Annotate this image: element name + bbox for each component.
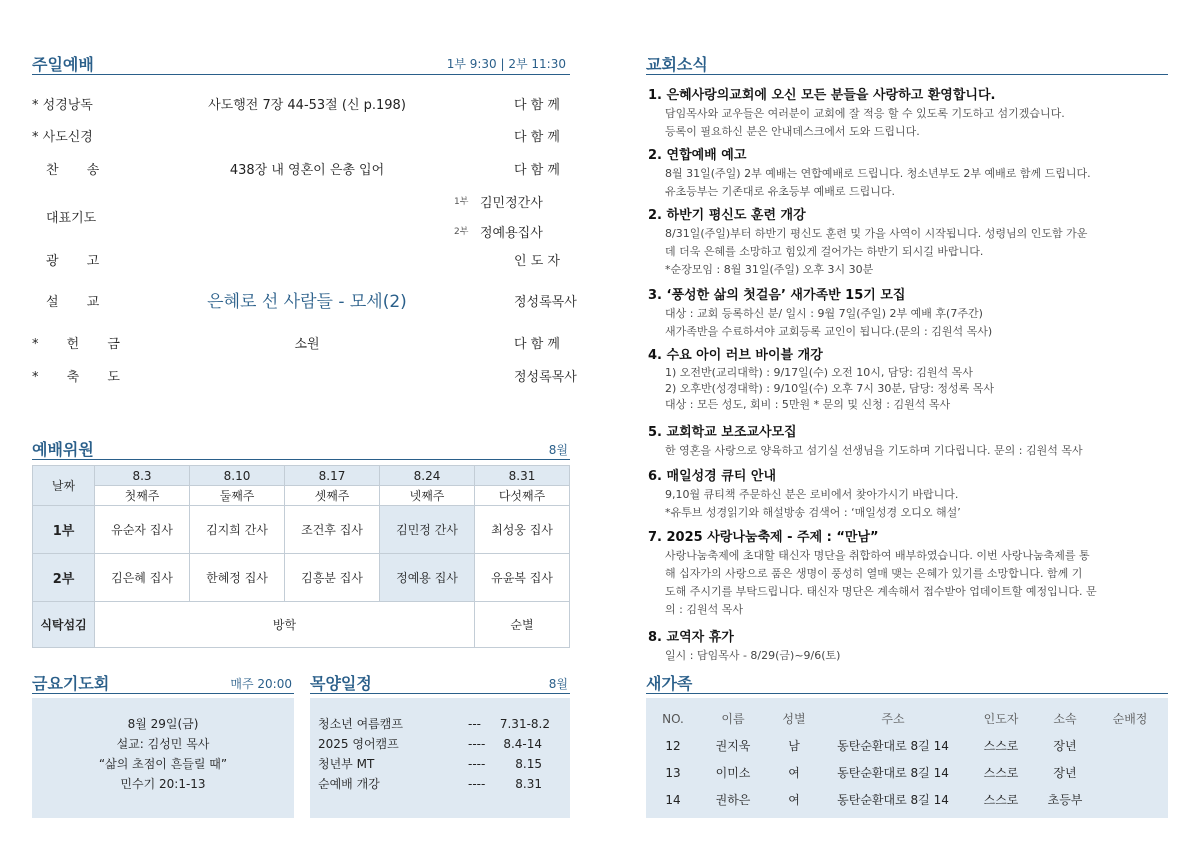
news-line: 2) 오후반(성경대학) : 9/10일(수) 오후 7시 30분, 담당: 정성록 목사 bbox=[665, 382, 995, 395]
news-line: 도해 주시기를 부탁드립니다. 태신자 명단은 계속해서 접수받아 업데이트할 예정입니다. 문 bbox=[665, 585, 1097, 598]
family-cell: 13 bbox=[665, 765, 681, 780]
friday-speaker: 설교: 김성민 목사 bbox=[116, 737, 210, 751]
schedule-date: 7.31-8.2 bbox=[499, 717, 550, 731]
schedule-dash: ---- bbox=[468, 757, 486, 771]
news-line: 사랑나눔축제에 초대할 태신자 명단을 취합하여 배부하였습니다. 이번 사랑나눔축제를 통 bbox=[665, 549, 1090, 562]
family-cell: 동탄순환대로 8길 14 bbox=[837, 766, 949, 780]
family-cell: 동탄순환대로 8길 14 bbox=[837, 793, 949, 807]
prayer-1: 김민정간사 bbox=[480, 196, 543, 211]
news-item bbox=[648, 421, 1168, 460]
news-line: 담임목사와 교우들은 여러분이 교회에 잘 적응 할 수 있도록 기도하고 섬기겠습니다. bbox=[665, 107, 1065, 120]
friday-topic: “삶의 초점이 흔들릴 때” bbox=[98, 757, 228, 771]
row-label: * 사도신경 bbox=[32, 130, 93, 145]
news-line: 일시 : 담임목사 - 8/29(금)~9/6(토) bbox=[665, 649, 841, 662]
row-who: 다 함 께 bbox=[514, 337, 560, 352]
duty-cell: 김흥분 집사 bbox=[285, 554, 380, 602]
news-item bbox=[648, 626, 1168, 665]
week-cell: 첫째주 bbox=[95, 486, 190, 506]
meal-cell: 방학 bbox=[95, 602, 475, 648]
row-label: * 성경낭독 bbox=[32, 98, 93, 113]
news-heading: 2. 하반기 평신도 훈련 개강 bbox=[648, 208, 806, 223]
pastoral-title: 목양일정 bbox=[310, 674, 372, 693]
news-line: 8/31일(주일)부터 하반기 평신도 훈련 및 가을 사역이 시작됩니다. 성령님의 인도함 가운 bbox=[665, 227, 1088, 240]
row-content: 438장 내 영혼이 은총 입어 bbox=[229, 163, 385, 178]
date-cell: 8.24 bbox=[380, 466, 475, 486]
schedule-item bbox=[318, 754, 558, 774]
news-line: 8월 31일(주일) 2부 예배는 연합예배로 드립니다. 청소년부도 2부 예배로 함께 드립니다. bbox=[665, 167, 1091, 180]
news-line: 9,10월 큐티책 주문하신 분은 로비에서 찾아가시기 바랍니다. bbox=[665, 488, 959, 501]
news-heading: 7. 2025 사랑나눔축제 - 주제 : “만남” bbox=[648, 530, 879, 545]
family-cell: 동탄순환대로 8길 14 bbox=[837, 739, 949, 753]
duty-cell: 정예용 집사 bbox=[380, 554, 475, 602]
news-item bbox=[648, 204, 1168, 279]
worship-row bbox=[32, 366, 577, 388]
prayer-2: 정예용집사 bbox=[480, 226, 543, 241]
duty-month: 8월 bbox=[548, 443, 568, 457]
family-header: 소속 bbox=[1053, 712, 1077, 726]
news-title: 교회소식 bbox=[646, 55, 708, 74]
news-line: *순장모임 : 8월 31일(주일) 오후 3시 30분 bbox=[665, 263, 874, 276]
week-cell: 셋째주 bbox=[285, 486, 380, 506]
row-label: 설 교 bbox=[46, 295, 100, 310]
row-content: 사도행전 7장 44-53절 (신 p.198) bbox=[208, 98, 406, 113]
news-item bbox=[648, 465, 1168, 522]
news-heading: 6. 매일성경 큐티 안내 bbox=[648, 469, 777, 484]
divider bbox=[32, 693, 294, 694]
schedule-name: 청년부 MT bbox=[318, 757, 375, 771]
family-cell: 권하은 bbox=[715, 793, 751, 807]
week-cell: 다섯째주 bbox=[475, 486, 570, 506]
row-label: 광 고 bbox=[46, 254, 100, 269]
family-row bbox=[648, 732, 1166, 759]
row-who: 다 함 께 bbox=[514, 163, 560, 178]
family-cell bbox=[1094, 759, 1166, 786]
family-cell: 권지욱 bbox=[715, 739, 751, 753]
service-1-tag: 1부 bbox=[454, 197, 469, 207]
news-line: 등록이 필요하신 분은 안내데스크에서 도와 드립니다. bbox=[665, 125, 920, 138]
row-label: * 축 도 bbox=[32, 370, 120, 385]
friday-time: 매주 20:00 bbox=[230, 677, 292, 691]
schedule-item bbox=[318, 774, 558, 794]
news-line: 대상 : 모든 성도, 회비 : 5만원 * 문의 및 신청 : 김원석 목사 bbox=[665, 398, 951, 411]
duty-cell: 김지희 간사 bbox=[190, 506, 285, 554]
pastoral-month: 8월 bbox=[548, 677, 568, 691]
news-line: 의 : 김원석 목사 bbox=[665, 603, 743, 616]
row-who: 정성록목사 bbox=[514, 370, 577, 385]
family-cell bbox=[1094, 732, 1166, 759]
news-item bbox=[648, 84, 1168, 141]
news-line: 유초등부는 기존대로 유초등부 예배로 드립니다. bbox=[665, 185, 896, 198]
divider bbox=[32, 74, 570, 75]
row-who: 정성록목사 bbox=[514, 295, 577, 310]
news-item bbox=[648, 344, 1168, 413]
row-who: 다 함 께 bbox=[514, 130, 560, 145]
row-label: * 헌 금 bbox=[32, 337, 120, 352]
worship-times: 1부 9:30 | 2부 11:30 bbox=[446, 57, 566, 71]
news-heading: 2. 연합예배 예고 bbox=[648, 148, 747, 163]
family-cell: 12 bbox=[665, 738, 681, 753]
divider bbox=[310, 693, 570, 694]
family-header: 순배정 bbox=[1112, 712, 1148, 726]
schedule-item bbox=[318, 714, 558, 734]
family-header: 인도자 bbox=[983, 712, 1019, 726]
worship-row bbox=[32, 333, 568, 355]
family-cell: 장년 bbox=[1053, 739, 1077, 753]
family-cell: 여 bbox=[788, 766, 800, 780]
sermon-title: 은혜로 선 사람들 - 모세(2) bbox=[207, 292, 407, 312]
date-header: 날짜 bbox=[33, 466, 95, 506]
divider bbox=[32, 459, 570, 460]
duty-cell: 한혜정 집사 bbox=[190, 554, 285, 602]
worship-row bbox=[32, 250, 568, 272]
worship-row bbox=[32, 126, 568, 148]
news-heading: 8. 교역자 휴가 bbox=[648, 630, 734, 645]
duty-cell: 최성웅 집사 bbox=[475, 506, 570, 554]
date-cell: 8.10 bbox=[190, 466, 285, 486]
row-label: 대표기도 bbox=[46, 211, 97, 226]
duty-title: 예배위원 bbox=[32, 440, 94, 459]
family-row bbox=[648, 759, 1166, 786]
schedule-date: 8.4-14 bbox=[503, 737, 542, 751]
friday-box bbox=[32, 698, 294, 818]
family-cell: 스스로 bbox=[983, 766, 1019, 780]
duty-table bbox=[32, 465, 570, 648]
row-content: 소원 bbox=[294, 337, 320, 352]
duty-cell: 김민정 간사 bbox=[380, 506, 475, 554]
week-cell: 둘째주 bbox=[190, 486, 285, 506]
friday-text: 민수기 20:1-13 bbox=[120, 777, 206, 791]
row-label: 1부 bbox=[33, 506, 95, 554]
divider bbox=[646, 693, 1168, 694]
date-cell: 8.31 bbox=[475, 466, 570, 486]
worship-row-sermon bbox=[32, 289, 577, 315]
row-label: 2부 bbox=[33, 554, 95, 602]
row-who: 인 도 자 bbox=[514, 254, 560, 269]
family-cell: 장년 bbox=[1053, 766, 1077, 780]
family-cell: 남 bbox=[788, 739, 800, 753]
row-who: 다 함 께 bbox=[514, 98, 560, 113]
news-line: 한 영혼을 사랑으로 양육하고 섬기실 선생님을 기도하며 기다립니다. 문의 : 김원석 목사 bbox=[665, 444, 1083, 457]
news-line: 해 십자가의 사랑으로 품은 생명이 풍성히 열매 맺는 은혜가 있기를 소망합니다. 함께 기 bbox=[665, 567, 1083, 580]
news-heading: 3. ‘풍성한 삶의 첫걸음’ 새가족반 15기 모집 bbox=[648, 288, 906, 303]
family-cell: 이미소 bbox=[715, 766, 751, 780]
family-cell: 초등부 bbox=[1047, 793, 1083, 807]
news-item bbox=[648, 144, 1168, 201]
schedule-dash: ---- bbox=[468, 737, 486, 751]
meal-cell: 순별 bbox=[475, 602, 570, 648]
schedule-dash: --- bbox=[468, 717, 481, 731]
family-row bbox=[648, 786, 1166, 813]
family-cell bbox=[1094, 786, 1166, 813]
service-2-tag: 2부 bbox=[454, 227, 469, 237]
date-cell: 8.3 bbox=[95, 466, 190, 486]
divider bbox=[646, 74, 1168, 75]
news-heading: 5. 교회학교 보조교사모집 bbox=[648, 425, 797, 440]
row-label: 찬 송 bbox=[46, 163, 100, 178]
worship-row bbox=[32, 159, 568, 181]
duty-cell: 유윤복 집사 bbox=[475, 554, 570, 602]
schedule-name: 순예배 개강 bbox=[318, 777, 380, 791]
news-line: *유투브 성경읽기와 해설방송 검색어 : ‘매일성경 오디오 해설’ bbox=[665, 506, 961, 519]
schedule-name: 2025 영어캠프 bbox=[318, 737, 399, 751]
worship-row bbox=[32, 94, 568, 116]
family-header: 주소 bbox=[881, 712, 905, 726]
news-item bbox=[648, 284, 1168, 341]
schedule-date: 8.15 bbox=[515, 757, 542, 771]
family-cell: 여 bbox=[788, 793, 800, 807]
friday-date: 8월 29일(금) bbox=[127, 717, 199, 731]
friday-title: 금요기도회 bbox=[32, 674, 110, 693]
duty-cell: 유순자 집사 bbox=[95, 506, 190, 554]
week-cell: 넷째주 bbox=[380, 486, 475, 506]
row-label: 식탁섬김 bbox=[33, 602, 95, 648]
schedule-date: 8.31 bbox=[515, 777, 542, 791]
family-cell: 스스로 bbox=[983, 739, 1019, 753]
news-heading: 4. 수요 아이 러브 바이블 개강 bbox=[648, 348, 823, 363]
news-item bbox=[648, 526, 1168, 619]
family-title: 새가족 bbox=[646, 674, 693, 693]
news-line: 새가족반을 수료하셔야 교회등록 교인이 됩니다.(문의 : 김원석 목사) bbox=[665, 325, 993, 338]
schedule-name: 청소년 여름캠프 bbox=[318, 717, 403, 731]
news-line: 데 더욱 은혜를 소망하고 힘있게 걸어가는 하반기 되시길 바랍니다. bbox=[665, 245, 984, 258]
family-cell: 스스로 bbox=[983, 793, 1019, 807]
family-header: 성별 bbox=[782, 712, 806, 726]
schedule-dash: ---- bbox=[468, 777, 486, 791]
news-line: 1) 오전반(교리대학) : 9/17일(수) 오전 10시, 담당: 김원석 목사 bbox=[665, 366, 973, 379]
duty-cell: 김은혜 집사 bbox=[95, 554, 190, 602]
family-header: NO. bbox=[662, 711, 684, 726]
family-cell: 14 bbox=[665, 792, 681, 807]
news-line: 대상 : 교회 등록하신 분/ 일시 : 9월 7일(주일) 2부 예배 후(7주간) bbox=[665, 307, 983, 320]
date-cell: 8.17 bbox=[285, 466, 380, 486]
news-heading: 1. 은혜사랑의교회에 오신 모든 분들을 사랑하고 환영합니다. bbox=[648, 88, 996, 103]
worship-title: 주일예배 bbox=[32, 55, 94, 74]
schedule-item bbox=[318, 734, 558, 754]
pastoral-box bbox=[310, 698, 570, 818]
family-table bbox=[648, 705, 1166, 813]
duty-cell: 조건후 집사 bbox=[285, 506, 380, 554]
family-header: 이름 bbox=[721, 712, 745, 726]
